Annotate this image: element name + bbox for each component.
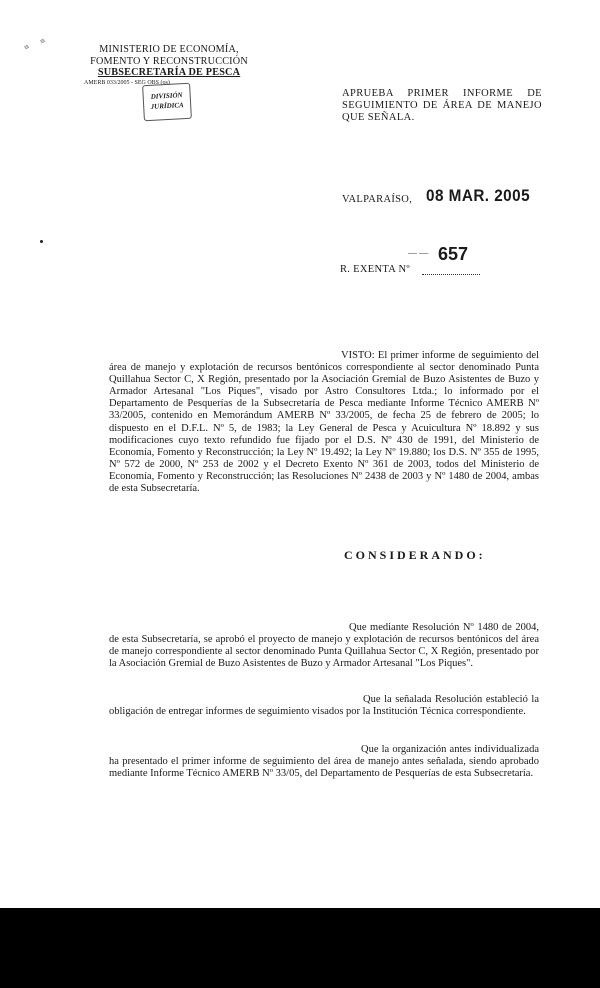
date-stamp: 08 MAR. 2005 bbox=[426, 186, 531, 205]
subsecretary-name: SUBSECRETARÍA DE PESCA bbox=[97, 67, 241, 78]
visto-paragraph bbox=[109, 350, 539, 495]
resolution-underline bbox=[422, 274, 480, 275]
legal-division-stamp bbox=[142, 83, 192, 121]
stamp-line-1: DIVISIÓN bbox=[150, 91, 183, 101]
ministry-name-2: FOMENTO Y RECONSTRUCCIÓN bbox=[90, 55, 248, 67]
considerando-text: Que la organización antes individualizada ha presentado el primer informe de seguimiento del área de manejo antes señalada, siendo aprobado mediante Informe Técnico AMERB Nº 33/05, del Departamento de Pesquerías de esta Subsecretaría. bbox=[109, 744, 539, 780]
considerando-item bbox=[109, 622, 539, 670]
number-mark: — — bbox=[408, 248, 429, 258]
resolution-subject: APRUEBA PRIMER INFORME DE SEGUIMIENTO DE ÁREA DE MANEJO QUE SEÑALA. bbox=[342, 88, 542, 123]
handwritten-mark: ≡ bbox=[22, 41, 31, 53]
considerando-item bbox=[109, 694, 539, 718]
scan-border bbox=[0, 908, 600, 988]
visto-text: VISTO: El primer informe de seguimiento del área de manejo y explotación de recursos bentónicos correspondiente al sector denominado Punta Quillahua Sector C, X Región, presentado por la Asociación Gremial de Buzo Asistentes de Buzo y Armador Artesanal "Los Piques", visado por Astro Consultores Ltda.; lo informado por el Departamento de Pesquerías de la Subsecretaría de Pesca mediante Informe Técnico AMERB Nº 33/2005, contenido en Memorándum AMERB Nº 33/2005, de fecha 25 de febrero de 2005; lo dispuesto en el D.F.L. Nº 5, de 1983; la Ley General de Pesca y Acuicultura Nº 18.892 y sus modificaciones cuyo texto refundido fue fijado por el D.S. Nº 430 de 1991, del Ministerio de Economía, Fomento y Reconstrucción; la Ley Nº 19.492; la Ley Nº 19.880; los D.S. Nº 355 de 1995, Nº 572 de 2000, Nº 253 de 2002 y el Decreto Exento Nº 361 de 2003, todos del Ministerio de Economía, Fomento y Reconstrucción; las Resoluciones Nº 2438 de 2003 y Nº 1480 de 2004, ambas de esta Subsecretaría. bbox=[109, 350, 539, 495]
resolution-number: 657 bbox=[438, 244, 469, 264]
considerando-text: Que la señalada Resolución estableció la obligación de entregar informes de seguimiento visados por la Institución Técnica correspondiente. bbox=[109, 694, 539, 718]
margin-dot bbox=[40, 240, 43, 243]
ministry-reference: AMERB 033/2005 - SEG OBS (os) bbox=[84, 79, 170, 86]
ministry-name: MINISTERIO DE ECONOMÍA, bbox=[99, 44, 239, 55]
considerando-text: Que mediante Resolución Nº 1480 de 2004, de esta Subsecretaría, se aprobó el proyecto de manejo y explotación de recursos bentónicos del área de manejo correspondiente al sector denominado Punta Quillahua Sector C, X Región, presentado por la Asociación Gremial de Buzo Asistentes de Buzo y Armador Artesanal "Los Piques". bbox=[109, 622, 539, 670]
handwritten-mark: ≡ bbox=[38, 35, 47, 47]
considerando-heading: CONSIDERANDO: bbox=[344, 548, 486, 562]
ministry-header bbox=[84, 44, 254, 87]
resolution-label: R. EXENTA Nº bbox=[340, 264, 410, 275]
considerando-item bbox=[109, 744, 539, 780]
place-label: VALPARAÍSO, bbox=[342, 194, 413, 205]
stamp-line-2: JURÍDICA bbox=[150, 101, 184, 111]
